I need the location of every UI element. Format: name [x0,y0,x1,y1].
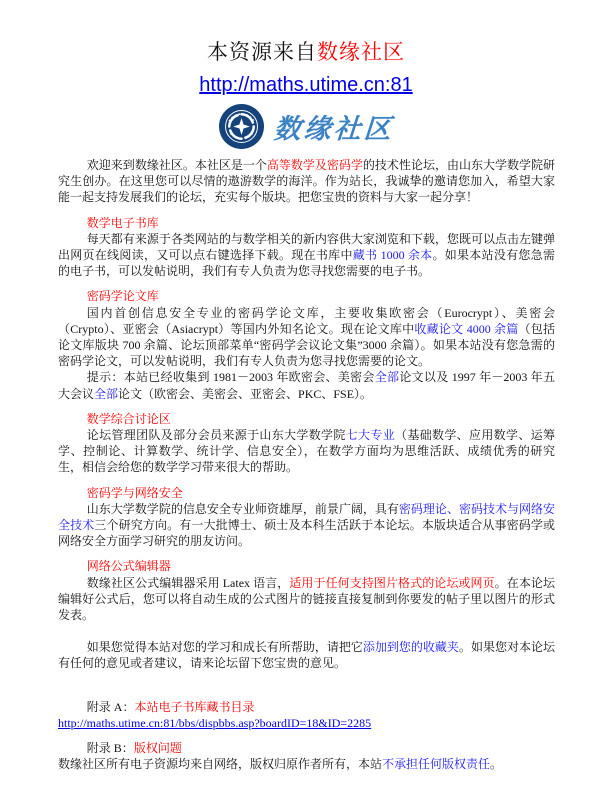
text-segment: （包括论文库版块 700 余篇、论坛顶部菜单“密码学会议论文集”3000 余篇）。如果本站没有您急需的密码学论文，可以发帖说明，我们有专人负责为您寻找您需要的论文。 [58,321,555,369]
text-segment: 。 [490,757,503,772]
emphasis-red: 高等数学及密码学 [266,158,363,172]
section-heading: 密码学论文库 [86,289,159,304]
text-segment: 数缘社区公式编辑器采用 Latex 语言， [86,575,290,590]
text-segment: 论坛管理团队及部分会员来源于山东大学数学院 [86,428,346,443]
section-body [58,231,555,280]
text-segment: 。如果本站没有您急需的电子书，可以发帖说明，我们有专人负责为您寻找您需要的电子书。 [58,248,555,279]
section-body [58,501,555,550]
text-segment: 三个研究方向。有一大批博士、硕士及本科生活跃于本论坛。本版块适合从事密码学或网络安全方面学习研究的朋友访问。 [58,518,555,549]
emphasis-blue: 七大专业 [345,428,396,443]
section-heading: 网络公式编辑器 [86,559,171,574]
emphasis-blue: 不承担任何版权责任 [382,757,491,772]
section [58,288,555,401]
section-heading: 密码学与网络安全 [86,485,183,500]
appendix-b-label: 附录 B： [86,741,134,756]
appendix-b-text [58,756,555,772]
section-paragraph [58,231,555,280]
emphasis-blue: 密码理论、密码技术与网络安全技术 [58,501,555,533]
intro-paragraph [58,157,555,206]
section-paragraph [58,305,555,370]
section [58,215,555,280]
section [58,485,555,550]
page-title [0,36,612,66]
text-segment: 论文以及 1997 年－2003 年五大会议 [58,370,555,401]
section-body [58,575,555,624]
site-link[interactable]: http://maths.utime.cn:81 [199,74,413,96]
site-link-line [0,74,612,97]
appendix-b-title: 版权问题 [133,741,182,756]
text-segment: 的技术性论坛，由山东大学数学院研究生创办。在这里您可以尽情的遨游数学的海洋。作为站长，我诚挚的邀请您加入，希望大家能一起支持发展我们的论坛，充实每个版块。把您宝贵的资料与大家一起分享！ [58,158,555,205]
emphasis-blue: 全部 [374,370,400,385]
appendix-a-title: 本站电子书库藏书目录 [134,699,255,714]
section-paragraph [58,369,555,401]
section-paragraph [58,575,555,624]
section-paragraph [58,427,555,476]
sections [58,215,555,624]
appendix [58,699,555,773]
text-segment: 数缘社区所有电子资源均来自网络，版权归原作者所有，本站 [58,757,383,772]
logo-wordmark: 数缘社区 [272,113,395,145]
appendix-a-line [58,699,555,715]
section-heading: 数学综合讨论区 [86,411,171,426]
document-body [58,157,555,773]
text-segment: 论文（欧密会、美密会、亚密会、PKC、FSE）。 [118,386,373,401]
emphasis-blue: 添加到您的收藏夹 [362,640,459,655]
section-heading: 数学电子书库 [86,215,159,230]
community-logo-icon [218,103,265,150]
text-segment: 提示：本站已经收集到 1981－2003 年欧密会、美密会 [86,370,375,385]
page-title-prefix: 本资源来自 [207,40,317,64]
section-body [58,427,555,476]
text-segment: 欢迎来到数缘社区。本社区是一个 [86,158,267,172]
closing-paragraph [58,639,555,671]
appendix-a-link[interactable]: http://maths.utime.cn:81/bbs/dispbbs.asp?boardID=18&ID=2285 [58,715,372,730]
emphasis-blue: 收藏论文 4000 余篇 [414,321,519,336]
brand-name: 数缘社区 [317,40,405,64]
section-paragraph [58,501,555,550]
section [58,411,555,476]
appendix-b-line [58,740,555,756]
text-segment: 如果您觉得本站对您的学习和成长有所帮助，请把它 [86,640,363,655]
community-logo [0,102,612,150]
appendix-a-link-line [58,715,555,731]
text-segment: 。在本论坛编辑好公式后，您可以将自动生成的公式图片的链接直接复制到你要发的帖子里以图片的形式发表。 [58,575,555,623]
section [58,558,555,623]
text-segment: （基础数学、应用数学、运筹学、控制论、计算数学、统计学、信息安全），在数学方面均为思维活跃、成绩优秀的研究生，相信会给您的数学学习带来很大的帮助。 [58,428,555,475]
emphasis-blue: 藏书 1000 余本 [352,248,433,263]
appendix-a-label: 附录 A： [86,699,135,714]
emphasis-red: 适用于任何支持图片格式的论坛或网页 [289,575,495,590]
text-segment: 山东大学数学院的信息安全专业师资雄厚，前景广阔，具有 [86,501,399,516]
text-segment: 每天都有来源于各类网站的与数学相关的新内容供大家浏览和下载，您既可以点击左键弹出网页在线阅读，又可以点右键选择下载。现在书库中 [58,231,555,263]
text-segment: 国内首创信息安全专业的密码学论文库，主要收集欧密会（Eurocrypt）、美密会（Crypto）、亚密会（Asiacrypt）等国内外知名论文。现在论文库中 [58,305,555,336]
section-body [58,305,555,402]
emphasis-blue: 全部 [94,386,119,401]
text-segment: 。如果您对本论坛有任何的意见或者建议，请来论坛留下您宝贵的意见。 [58,640,555,671]
